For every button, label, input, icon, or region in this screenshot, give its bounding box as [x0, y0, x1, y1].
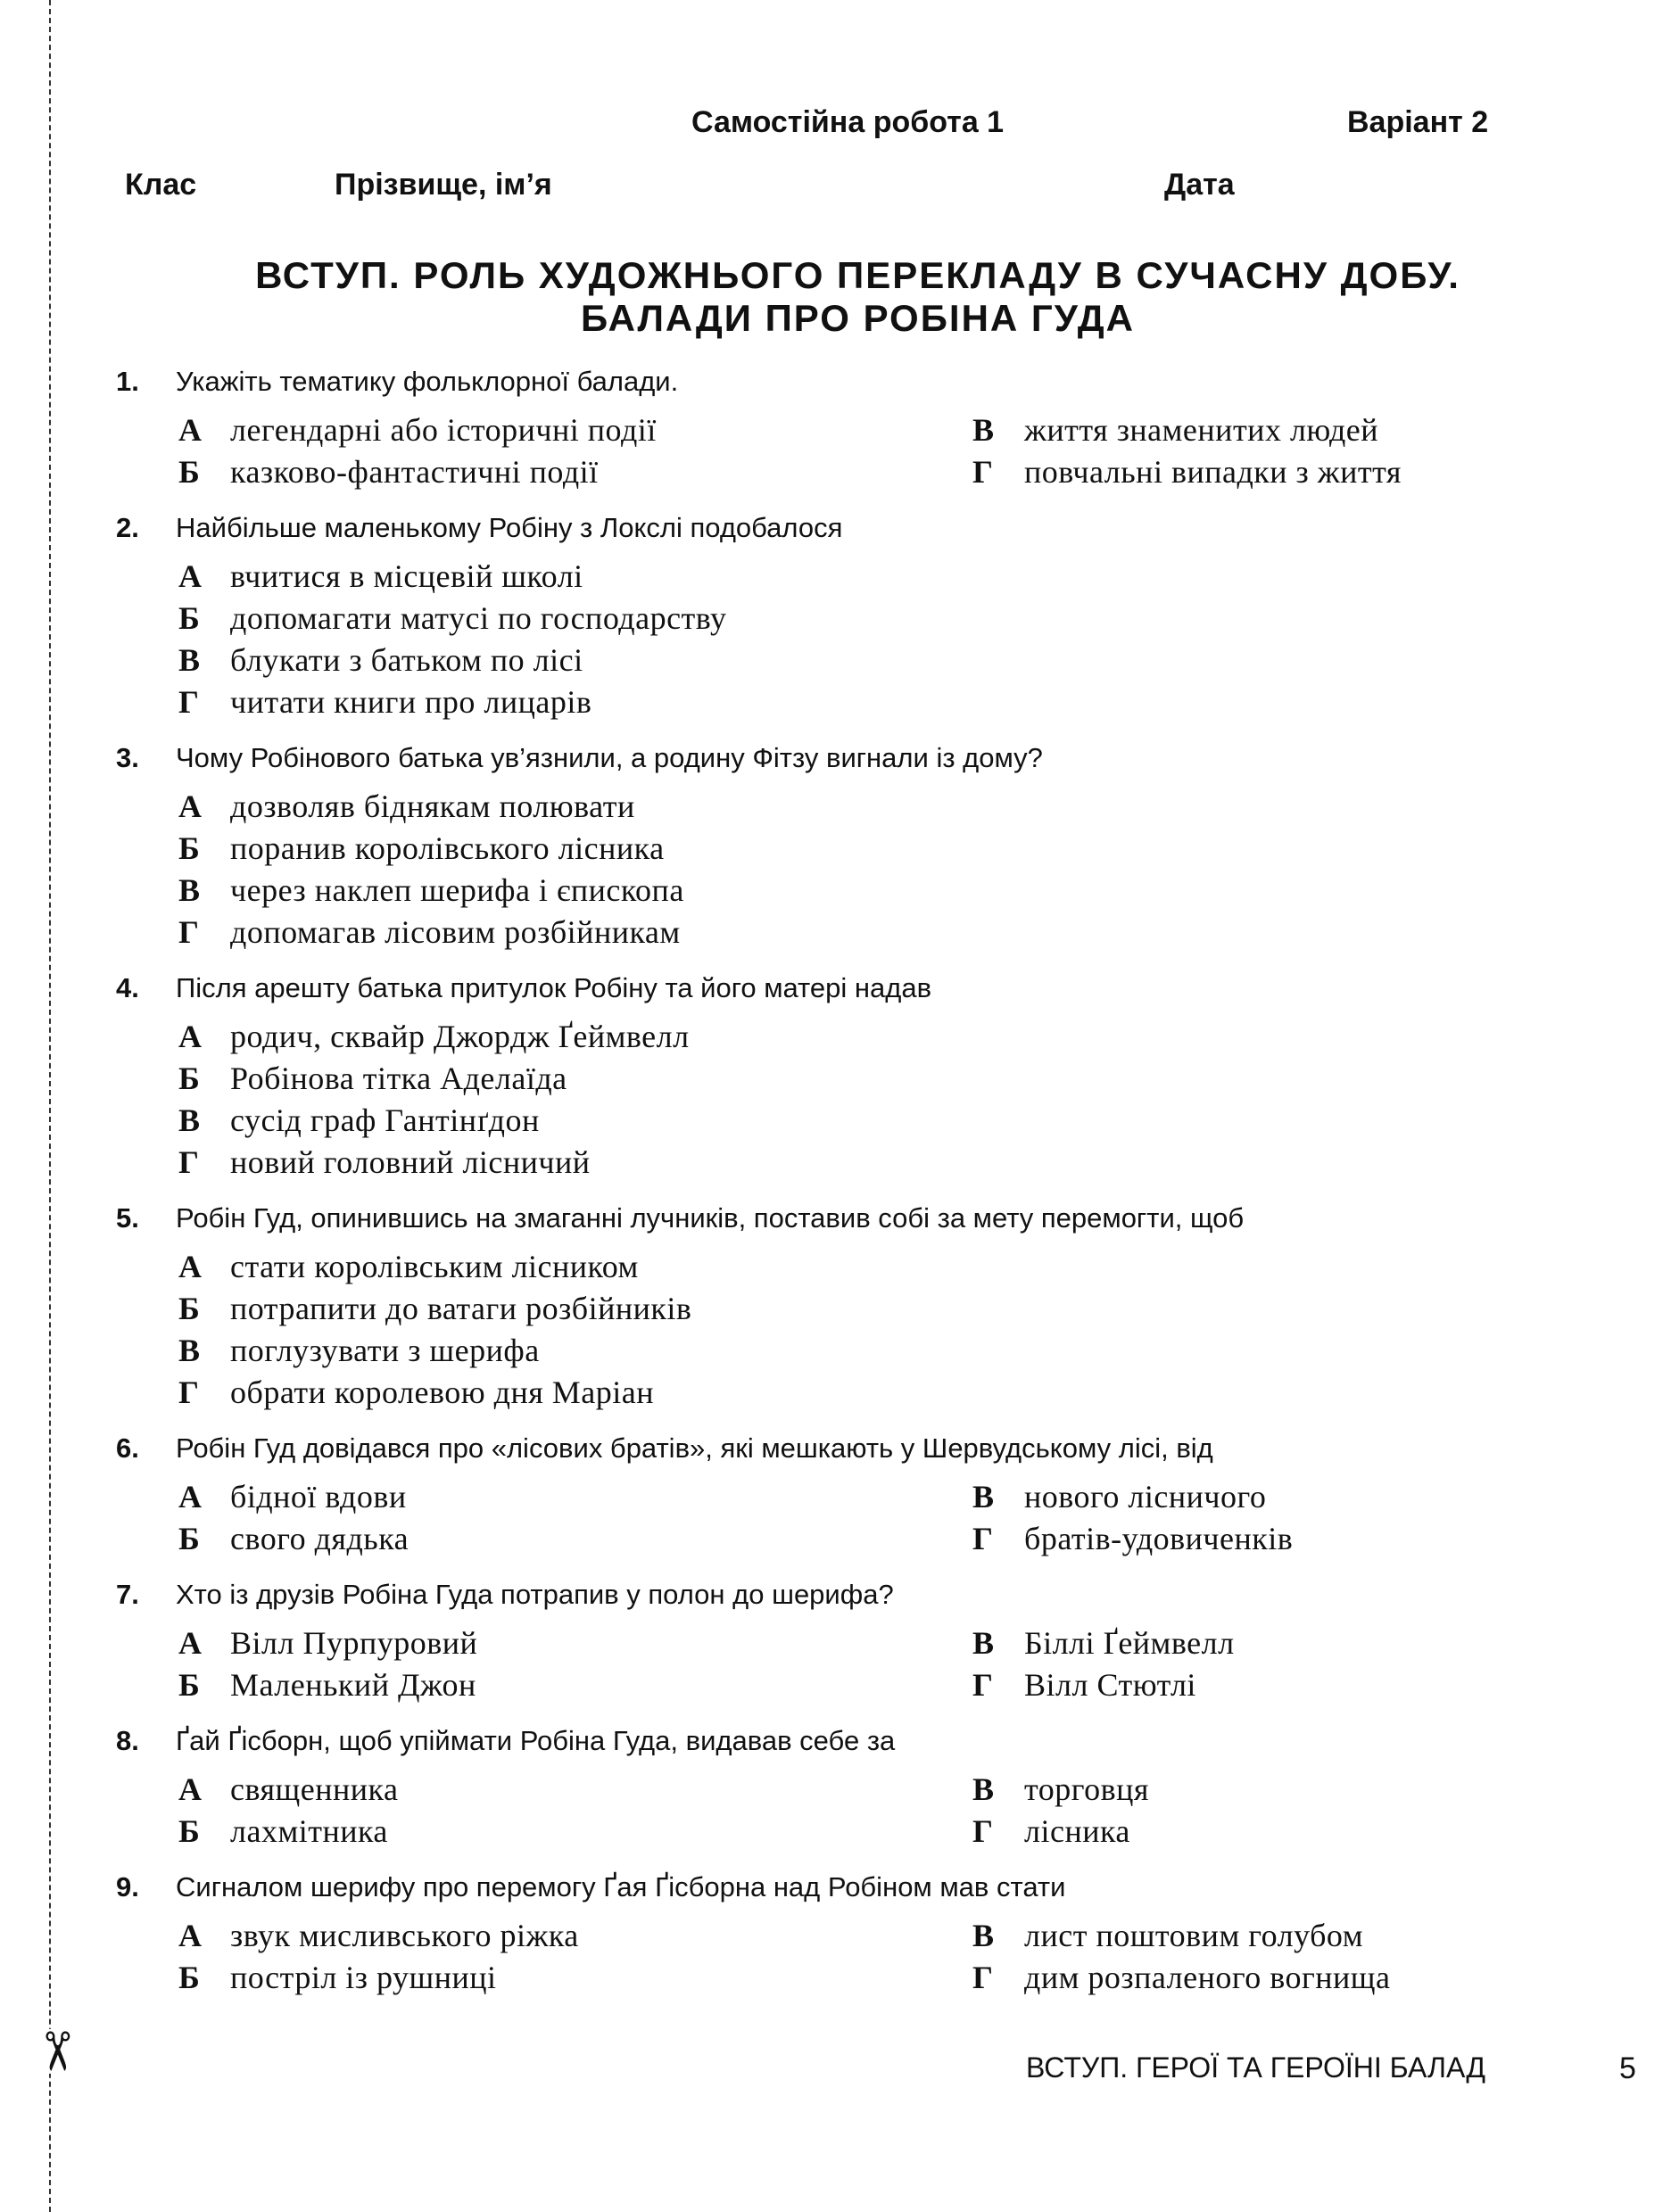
question-5 — [116, 1201, 1588, 1414]
class-label: Клас — [125, 168, 197, 202]
question-list — [116, 364, 1588, 2016]
option-letter: В — [972, 1771, 995, 1807]
answer-option[interactable] — [178, 786, 1588, 828]
option-text: дим розпаленого вогнища — [1024, 1960, 1391, 1995]
answer-option[interactable] — [178, 1288, 1588, 1330]
option-letter: Г — [972, 1960, 994, 1995]
question-number: 7. — [116, 1579, 139, 1610]
answer-option[interactable] — [178, 598, 1588, 640]
option-text: Робінова тітка Аделаїда — [230, 1061, 567, 1096]
question-4 — [116, 970, 1588, 1184]
option-text: нового лісничого — [1024, 1479, 1267, 1515]
question-7 — [116, 1577, 1588, 1706]
option-text: дозволяв біднякам полювати — [230, 788, 635, 824]
option-text: легендарні або історичні події — [230, 412, 657, 448]
option-letter: В — [178, 1333, 201, 1368]
option-text: Вілл Пурпуровий — [230, 1625, 478, 1661]
option-text: звук мисливського ріжка — [230, 1918, 579, 1953]
answer-option[interactable] — [972, 1811, 1588, 1853]
option-text: читати книги про лицарів — [230, 684, 592, 720]
option-text: блукати з батьком по лісі — [230, 642, 583, 678]
option-letter: А — [178, 1918, 203, 1953]
question-number: 4. — [116, 972, 139, 1003]
question-number: 8. — [116, 1725, 139, 1756]
options — [116, 1246, 1588, 1414]
question-text: Чому Робінового батька ув’язнили, а родину Фітзу вигнали із дому? — [176, 742, 1043, 773]
question-text: Сигналом шерифу про перемогу Ґая Ґісборна над Робіном мав стати — [176, 1871, 1066, 1902]
answer-option[interactable] — [178, 1769, 972, 1811]
options — [116, 1622, 1588, 1706]
answer-option[interactable] — [178, 1811, 972, 1853]
date-label: Дата — [1164, 168, 1235, 202]
option-letter: В — [972, 1625, 995, 1661]
option-text: допомагати матусі по господарству — [230, 600, 727, 636]
answer-option[interactable] — [178, 1476, 972, 1518]
option-letter: В — [972, 1479, 995, 1515]
page-number: 5 — [1619, 2051, 1636, 2085]
answer-option[interactable] — [178, 1100, 1588, 1142]
answer-option[interactable] — [972, 409, 1588, 451]
option-letter: Г — [178, 1144, 200, 1180]
option-text: потрапити до ватаги розбійників — [230, 1291, 692, 1326]
option-letter: Г — [178, 914, 200, 950]
question-8 — [116, 1723, 1588, 1853]
answer-option[interactable] — [178, 1957, 972, 1999]
question-number: 9. — [116, 1871, 139, 1902]
question-number: 2. — [116, 512, 139, 543]
answer-option[interactable] — [972, 1769, 1588, 1811]
option-letter: Г — [972, 1667, 994, 1703]
question-line — [116, 510, 1588, 556]
option-letter: А — [178, 1479, 203, 1515]
options — [116, 409, 1588, 493]
option-text: лист поштовим голубом — [1024, 1918, 1364, 1953]
option-letter: Б — [178, 1061, 201, 1096]
option-text: стати королівським лісником — [230, 1249, 639, 1284]
answer-option[interactable] — [972, 1476, 1588, 1518]
answer-option[interactable] — [178, 1330, 1588, 1372]
option-letter: Г — [972, 1521, 994, 1556]
answer-option[interactable] — [178, 1518, 972, 1560]
option-letter: Б — [178, 1813, 201, 1849]
question-number: 3. — [116, 742, 139, 773]
footer-section: ВСТУП. ГЕРОЇ ТА ГЕРОЇНІ БАЛАД — [1026, 2051, 1486, 2084]
option-letter: А — [178, 1019, 203, 1054]
option-text: повчальні випадки з життя — [1024, 454, 1402, 490]
question-line — [116, 1201, 1588, 1246]
question-1 — [116, 364, 1588, 493]
option-text: обрати королевою дня Маріан — [230, 1374, 655, 1410]
option-text: Вілл Стютлі — [1024, 1667, 1196, 1703]
scissors-icon: ✂ — [25, 2028, 88, 2075]
option-text: лісника — [1024, 1813, 1130, 1849]
option-letter: В — [178, 1102, 201, 1138]
question-text: Робін Гуд довідався про «лісових братів», які мешкають у Шервудському лісі, від — [176, 1432, 1213, 1464]
title-line-1: ВСТУП. РОЛЬ ХУДОЖНЬОГО ПЕРЕКЛАДУ В СУЧАСНУ ДОБУ. — [255, 254, 1460, 296]
question-text: Ґай Ґісборн, щоб упіймати Робіна Гуда, видавав себе за — [176, 1725, 896, 1756]
option-letter: А — [178, 788, 203, 824]
options — [116, 1476, 1588, 1560]
option-letter: Б — [178, 1960, 201, 1995]
work-title: Самостійна робота 1 — [691, 105, 1005, 139]
question-9 — [116, 1869, 1588, 1999]
option-letter: В — [178, 642, 201, 678]
answer-option[interactable] — [178, 1058, 1588, 1100]
options — [116, 1016, 1588, 1184]
title-line-2: БАЛАДИ ПРО РОБІНА ГУДА — [581, 297, 1135, 339]
page-title — [0, 254, 1671, 340]
option-letter: А — [178, 1249, 203, 1284]
option-letter: Г — [972, 1813, 994, 1849]
answer-option[interactable] — [972, 1622, 1588, 1664]
question-6 — [116, 1431, 1588, 1560]
options — [116, 556, 1588, 723]
options — [116, 786, 1588, 953]
option-letter: Г — [972, 454, 994, 490]
answer-option[interactable] — [178, 1246, 1588, 1288]
answer-option[interactable] — [178, 681, 1588, 723]
question-number: 1. — [116, 366, 139, 397]
option-text: Біллі Ґеймвелл — [1024, 1625, 1235, 1661]
option-letter: В — [178, 872, 201, 908]
variant-label: Варіант 2 — [1347, 105, 1489, 139]
option-text: допомагав лісовим розбійникам — [230, 914, 681, 950]
question-line — [116, 1869, 1588, 1915]
answer-option[interactable] — [178, 556, 1588, 598]
option-letter: Б — [178, 454, 201, 490]
name-label: Прізвище, ім’я — [335, 168, 552, 202]
option-letter: В — [972, 1918, 995, 1953]
option-letter: Б — [178, 1667, 201, 1703]
question-number: 6. — [116, 1432, 139, 1464]
question-line — [116, 1431, 1588, 1476]
answer-option[interactable] — [178, 640, 1588, 681]
option-letter: Б — [178, 1291, 201, 1326]
option-letter: А — [178, 1771, 203, 1807]
answer-option[interactable] — [178, 1372, 1588, 1414]
option-text: лахмітника — [230, 1813, 388, 1849]
option-text: свого дядька — [230, 1521, 409, 1556]
answer-option[interactable] — [178, 409, 972, 451]
option-letter: Г — [178, 684, 200, 720]
answer-option[interactable] — [178, 1142, 1588, 1184]
answer-option[interactable] — [178, 451, 972, 493]
question-text: Хто із друзів Робіна Гуда потрапив у полон до шерифа? — [176, 1579, 894, 1610]
answer-option[interactable] — [972, 1518, 1588, 1560]
option-text: вчитися в місцевій школі — [230, 558, 583, 594]
option-letter: Б — [178, 830, 201, 866]
option-text: поглузувати з шерифа — [230, 1333, 540, 1368]
option-letter: Г — [178, 1374, 200, 1410]
question-3 — [116, 740, 1588, 953]
option-text: священника — [230, 1771, 399, 1807]
option-letter: Б — [178, 600, 201, 636]
question-2 — [116, 510, 1588, 723]
answer-option[interactable] — [972, 1664, 1588, 1706]
options — [116, 1769, 1588, 1853]
question-number: 5. — [116, 1202, 139, 1234]
option-text: родич, сквайр Джордж Ґеймвелл — [230, 1019, 690, 1054]
option-letter: Б — [178, 1521, 201, 1556]
question-line — [116, 364, 1588, 409]
question-line — [116, 1723, 1588, 1769]
option-text: сусід граф Гантінґдон — [230, 1102, 540, 1138]
question-line — [116, 1577, 1588, 1622]
option-text: торговця — [1024, 1771, 1149, 1807]
question-line — [116, 740, 1588, 786]
option-text: новий головний лісничий — [230, 1144, 591, 1180]
question-text: Робін Гуд, опинившись на змаганні лучників, поставив собі за мету перемогти, щоб — [176, 1202, 1245, 1234]
question-text: Укажіть тематику фольклорної балади. — [176, 366, 679, 397]
answer-option[interactable] — [972, 1915, 1588, 1957]
option-letter: В — [972, 412, 995, 448]
question-line — [116, 970, 1588, 1016]
question-text: Найбільше маленькому Робіну з Локслі подобалося — [176, 512, 843, 543]
option-text: постріл із рушниці — [230, 1960, 497, 1995]
answer-option[interactable] — [972, 451, 1588, 493]
option-text: поранив королівського лісника — [230, 830, 665, 866]
answer-option[interactable] — [178, 912, 1588, 953]
question-text: Після арешту батька притулок Робіну та його матері надав — [176, 972, 932, 1003]
answer-option[interactable] — [972, 1957, 1588, 1999]
option-letter: А — [178, 1625, 203, 1661]
answer-option[interactable] — [178, 828, 1588, 870]
option-text: казково-фантастичні події — [230, 454, 599, 490]
answer-option[interactable] — [178, 870, 1588, 912]
option-text: життя знаменитих людей — [1024, 412, 1379, 448]
answer-option[interactable] — [178, 1915, 972, 1957]
answer-option[interactable] — [178, 1664, 972, 1706]
option-text: через наклеп шерифа і єпископа — [230, 872, 684, 908]
answer-option[interactable] — [178, 1622, 972, 1664]
option-letter: А — [178, 412, 203, 448]
option-text: братів-удовиченків — [1024, 1521, 1294, 1556]
options — [116, 1915, 1588, 1999]
option-text: Маленький Джон — [230, 1667, 476, 1703]
answer-option[interactable] — [178, 1016, 1588, 1058]
option-letter: А — [178, 558, 203, 594]
option-text: бідної вдови — [230, 1479, 407, 1515]
